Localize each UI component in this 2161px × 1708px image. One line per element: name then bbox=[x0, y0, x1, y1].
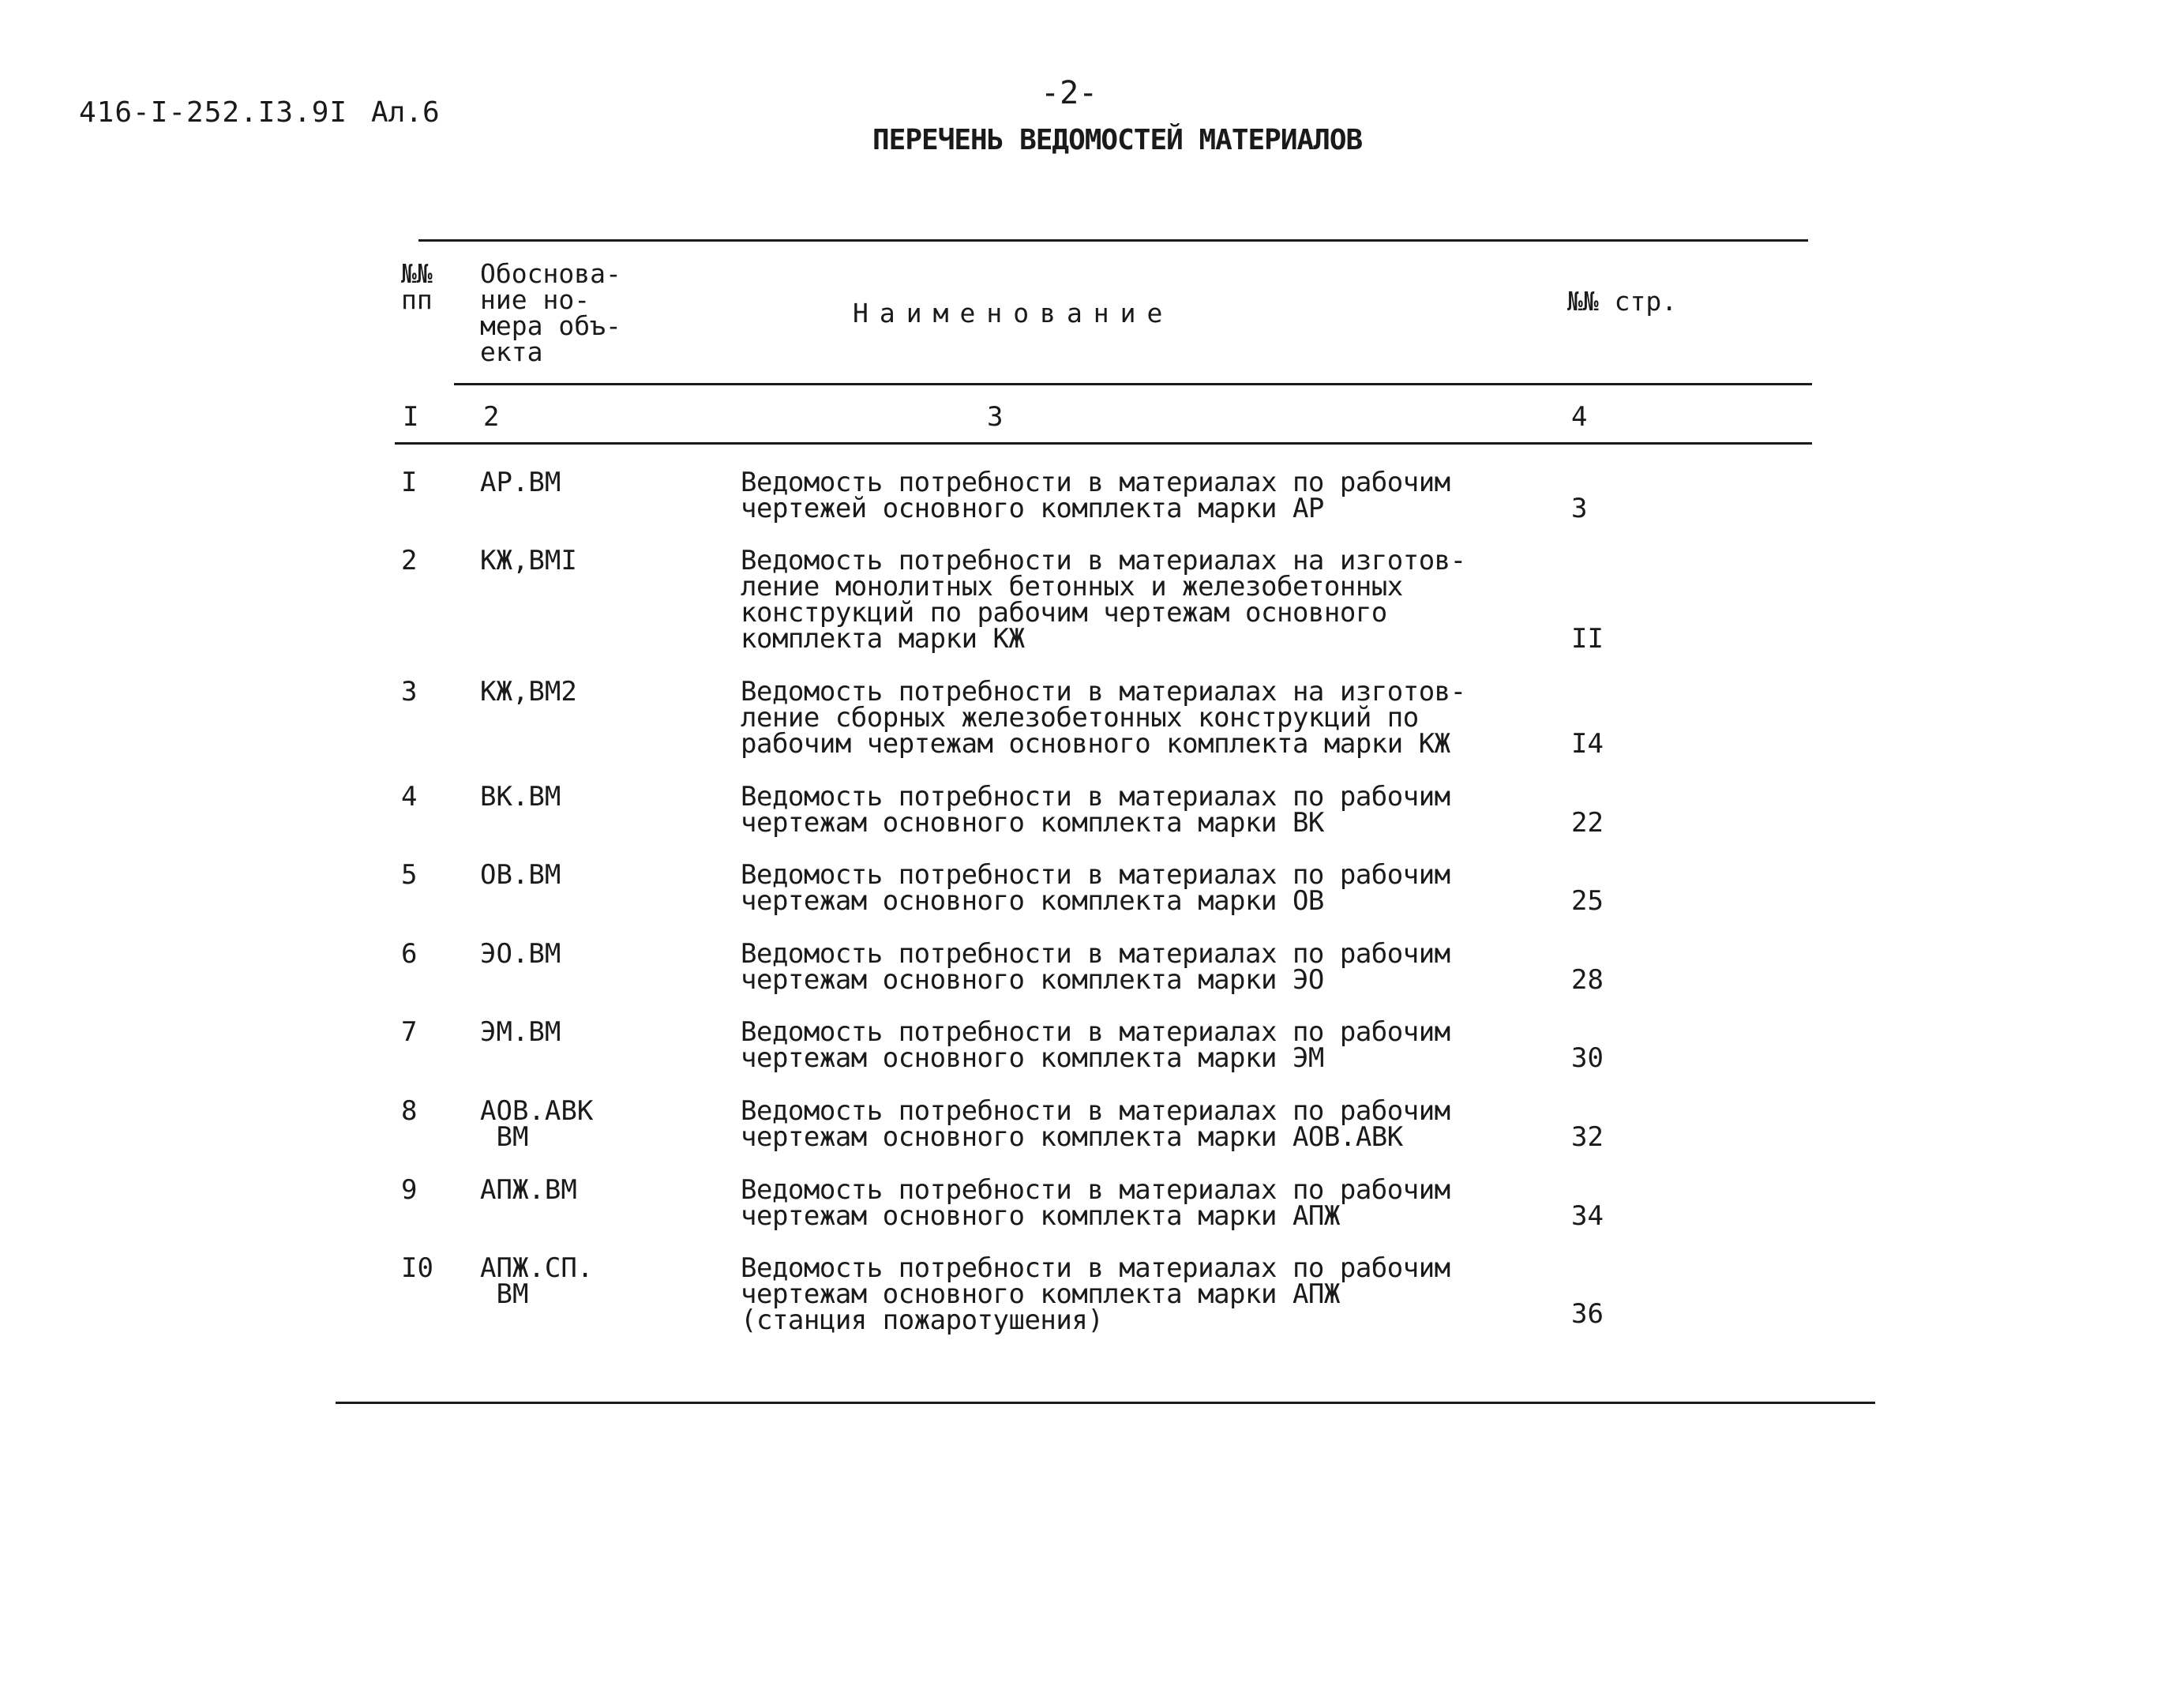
row-number: 6 bbox=[401, 938, 418, 970]
row-page: 36 bbox=[1571, 1298, 1604, 1330]
column-number: I bbox=[403, 401, 419, 433]
row-name: Ведомость потребности в материалах по рабочим чертежам основного комплекта марки ВК bbox=[741, 781, 1450, 839]
row-code: АПЖ.ВМ bbox=[480, 1174, 577, 1206]
column-number: 3 bbox=[987, 401, 1004, 433]
row-number: 8 bbox=[401, 1095, 418, 1127]
row-page: 32 bbox=[1571, 1121, 1604, 1153]
row-page: 34 bbox=[1571, 1200, 1604, 1232]
row-number: 2 bbox=[401, 545, 418, 576]
column-header-no: №№ пп bbox=[401, 258, 433, 315]
row-name: Ведомость потребности в материалах по рабочим чертежам основного комплекта марки АОВ.АВК bbox=[741, 1095, 1450, 1153]
row-number: 4 bbox=[401, 781, 418, 813]
row-number: 7 bbox=[401, 1016, 418, 1048]
row-name: Ведомость потребности в материалах по рабочим чертежам основного комплекта марки ЭО bbox=[741, 938, 1450, 996]
column-number: 4 bbox=[1571, 401, 1588, 433]
row-name: Ведомость потребности в материалах по рабочим чертежам основного комплекта марки ЭМ bbox=[741, 1016, 1450, 1074]
row-page: II bbox=[1571, 623, 1604, 655]
row-page: 28 bbox=[1571, 964, 1604, 996]
row-name: Ведомость потребности в материалах по рабочим чертежам основного комплекта марки ОВ bbox=[741, 859, 1450, 917]
sheet-label: Ал.6 bbox=[371, 96, 440, 129]
column-numbers-rule bbox=[395, 442, 1812, 445]
column-header-name: Наименование bbox=[853, 298, 1174, 328]
row-number: I0 bbox=[401, 1252, 433, 1284]
row-code: АОВ.АВК ВМ bbox=[480, 1095, 594, 1153]
row-page: I4 bbox=[1571, 728, 1604, 760]
row-number: I bbox=[401, 467, 418, 498]
row-page: 3 bbox=[1571, 493, 1588, 524]
row-page: 30 bbox=[1571, 1042, 1604, 1074]
column-header-basis: Обоснова- ние но- мера объ- екта bbox=[480, 258, 621, 367]
row-page: 25 bbox=[1571, 885, 1604, 917]
row-name: Ведомость потребности в материалах на изготов- ление монолитных бетонных и железобетонных конструкций по рабочим чертежам основного комплекта марки КЖ bbox=[741, 545, 1466, 655]
column-number: 2 bbox=[483, 401, 500, 433]
header-bottom-rule bbox=[454, 383, 1812, 385]
row-number: 3 bbox=[401, 676, 418, 708]
column-header-pages: №№ стр. bbox=[1567, 286, 1678, 317]
row-code: АПЖ.СП. ВМ bbox=[480, 1252, 594, 1310]
document-title: ПЕРЕЧЕНЬ ВЕДОМОСТЕЙ МАТЕРИАЛОВ bbox=[872, 124, 1363, 156]
row-code: ЭО.ВМ bbox=[480, 938, 561, 970]
table-top-rule bbox=[418, 239, 1808, 242]
row-code: ОВ.ВМ bbox=[480, 859, 561, 891]
table-bottom-rule bbox=[336, 1402, 1875, 1404]
row-name: Ведомость потребности в материалах по рабочим чертежей основного комплекта марки АР bbox=[741, 467, 1450, 524]
row-name: Ведомость потребности в материалах на изготов- ление сборных железобетонных конструкций по рабочим чертежам основного комплекта марки КЖ bbox=[741, 676, 1466, 760]
row-code: ВК.ВМ bbox=[480, 781, 561, 813]
row-code: АР.ВМ bbox=[480, 467, 561, 498]
row-page: 22 bbox=[1571, 807, 1604, 839]
page-number: -2- bbox=[1041, 75, 1098, 111]
document-code: 416-I-252.I3.9I bbox=[79, 96, 348, 129]
row-code: КЖ,ВМ2 bbox=[480, 676, 577, 708]
row-number: 5 bbox=[401, 859, 418, 891]
row-name: Ведомость потребности в материалах по рабочим чертежам основного комплекта марки АПЖ bbox=[741, 1174, 1450, 1232]
row-code: КЖ,ВМI bbox=[480, 545, 577, 576]
row-code: ЭМ.ВМ bbox=[480, 1016, 561, 1048]
row-name: Ведомость потребности в материалах по рабочим чертежам основного комплекта марки АПЖ (станция пожаротушения) bbox=[741, 1252, 1450, 1336]
row-number: 9 bbox=[401, 1174, 418, 1206]
